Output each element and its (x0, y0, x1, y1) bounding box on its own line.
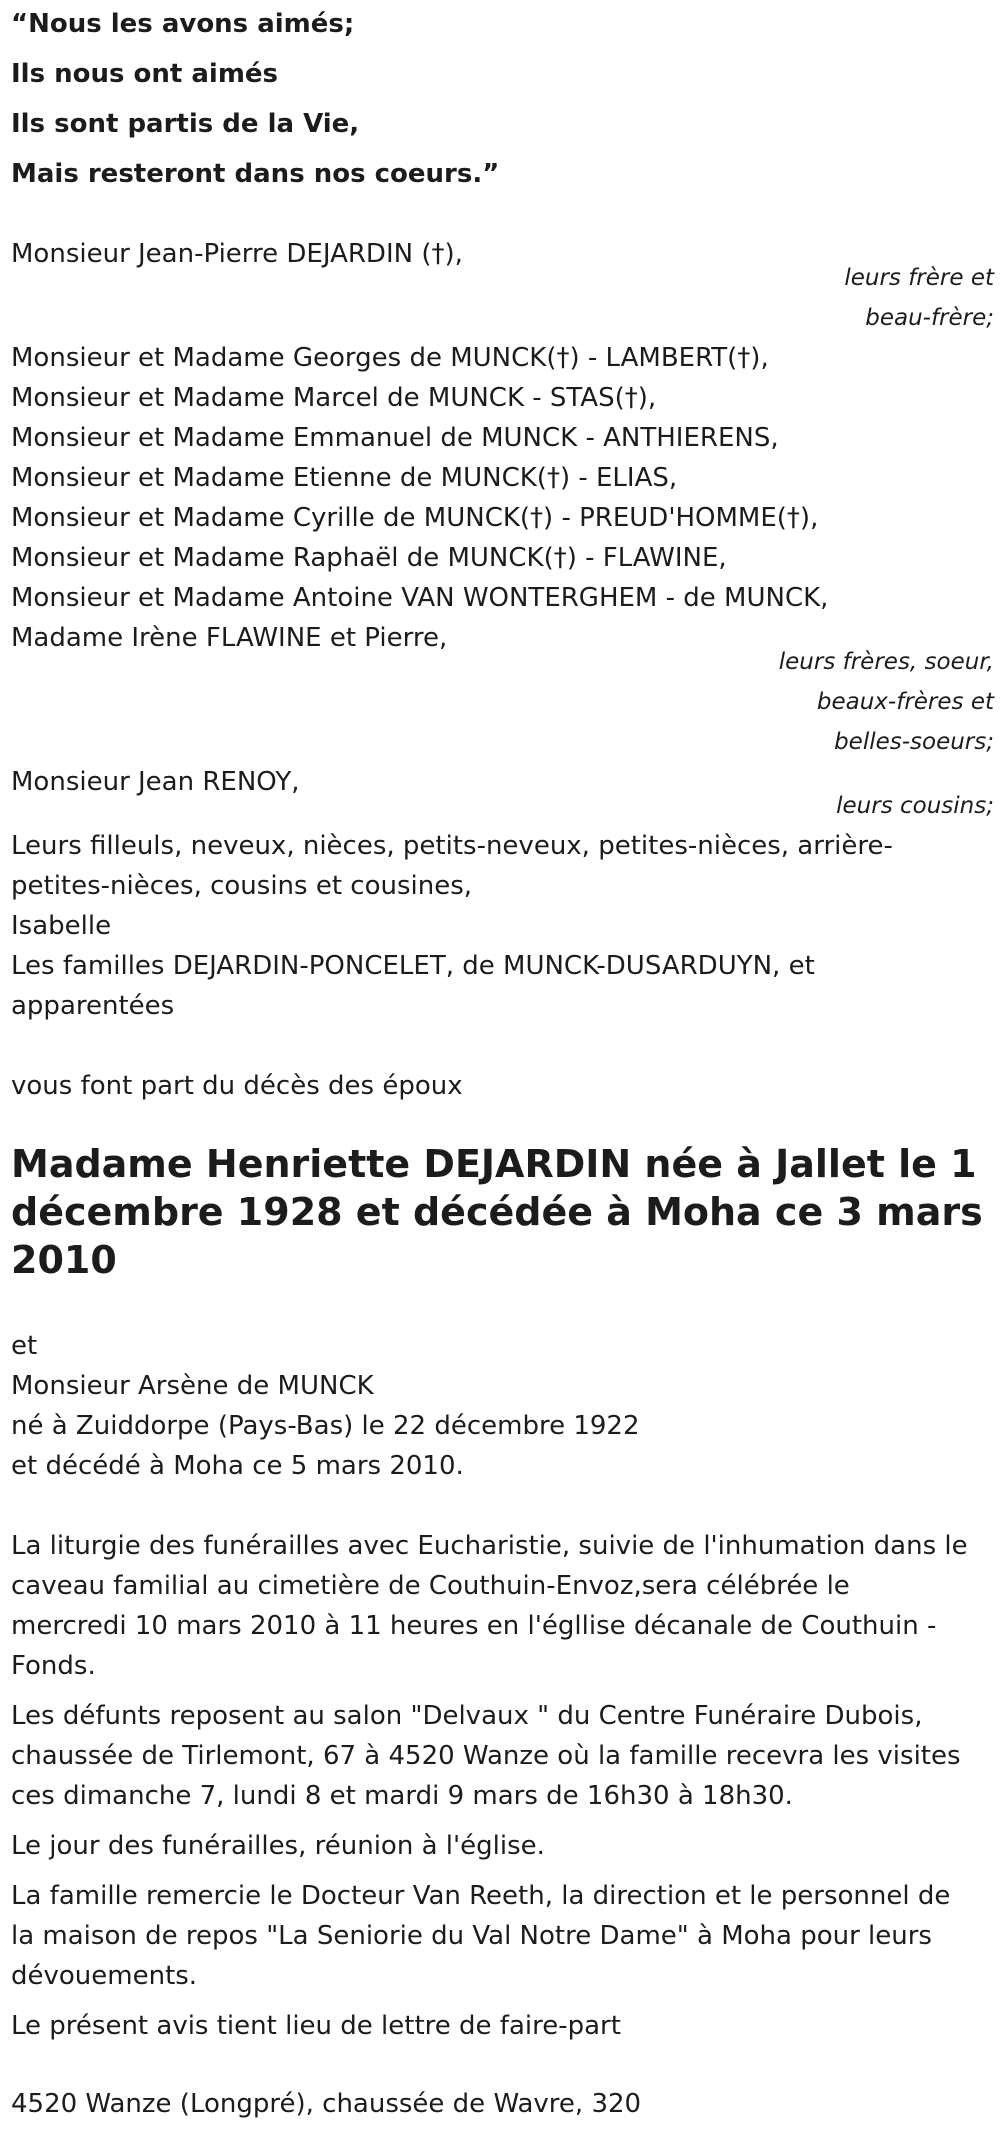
visits-line: ces dimanche 7, lundi 8 et mardi 9 mars de 16h30 à 18h30. (11, 1781, 793, 1811)
second-deceased-line: né à Zuiddorpe (Pays-Bas) le 22 décembre 1922 (11, 1411, 640, 1441)
relation-label: leurs frères, soeur, (778, 649, 994, 675)
poem-line: Mais resteront dans nos coeurs.” (11, 159, 500, 189)
day-of-line: Le jour des funérailles, réunion à l'église. (11, 1831, 545, 1861)
visits-line: chaussée de Tirlemont, 67 à 4520 Wanze où la famille recevra les visites (11, 1741, 961, 1771)
relation-label: leurs cousins; (836, 793, 994, 819)
deceased-heading-line: 2010 (11, 1238, 117, 1282)
funeral-line: Fonds. (11, 1651, 96, 1681)
family-line: apparentées (11, 991, 175, 1021)
second-deceased-line: et (11, 1331, 38, 1361)
poem-line: Ils nous ont aimés (11, 59, 279, 89)
address-line: 4520 Wanze (Longpré), chaussée de Wavre, 320 (11, 2089, 642, 2119)
family-line: Leurs filleuls, neveux, nièces, petits-neveux, petites-nièces, arrière- (11, 831, 893, 861)
mourner-name: Monsieur et Madame Cyrille de MUNCK(†) - PREUD'HOMME(†), (11, 503, 819, 533)
mourner-name: Monsieur et Madame Marcel de MUNCK - STAS(†), (11, 383, 657, 413)
relation-label: leurs frère et (844, 265, 994, 291)
funeral-line: caveau familial au cimetière de Couthuin-Envoz,sera célébrée le (11, 1571, 850, 1601)
mourner-name: Monsieur et Madame Antoine VAN WONTERGHEM - de MUNCK, (11, 583, 829, 613)
mourner-name: Monsieur Jean RENOY, (11, 767, 300, 797)
second-deceased-line: Monsieur Arsène de MUNCK (11, 1371, 374, 1401)
family-line: Les familles DEJARDIN-PONCELET, de MUNCK-DUSARDUYN, et (11, 951, 815, 981)
thanks-line: la maison de repos "La Seniorie du Val Notre Dame" à Moha pour leurs (11, 1921, 932, 1951)
deceased-heading-line: décembre 1928 et décédée à Moha ce 3 mars (11, 1190, 983, 1234)
mourner-name: Monsieur et Madame Raphaël de MUNCK(†) - FLAWINE, (11, 543, 727, 573)
relation-label: beaux-frères et (816, 689, 994, 715)
mourner-name: Monsieur et Madame Georges de MUNCK(†) - LAMBERT(†), (11, 343, 769, 373)
relation-label: beau-frère; (865, 305, 994, 331)
mourner-name: Monsieur Jean-Pierre DEJARDIN (†), (11, 239, 463, 269)
second-deceased-line: et décédé à Moha ce 5 mars 2010. (11, 1451, 464, 1481)
thanks-line: La famille remercie le Docteur Van Reeth, la direction et le personnel de (11, 1881, 951, 1911)
funeral-line: mercredi 10 mars 2010 à 11 heures en l'égllise décanale de Couthuin - (11, 1611, 937, 1641)
notice-line: Le présent avis tient lieu de lettre de faire-part (11, 2011, 621, 2041)
announcement: vous font part du décès des époux (11, 1071, 463, 1101)
family-line: Isabelle (11, 911, 112, 941)
family-line: petites-nièces, cousins et cousines, (11, 871, 473, 901)
visits-line: Les défunts reposent au salon "Delvaux " du Centre Funéraire Dubois, (11, 1701, 923, 1731)
deceased-heading-line: Madame Henriette DEJARDIN née à Jallet le 1 (11, 1142, 977, 1186)
thanks-line: dévouements. (11, 1961, 198, 1991)
poem-line: Ils sont partis de la Vie, (11, 109, 360, 139)
mourner-name: Monsieur et Madame Emmanuel de MUNCK - ANTHIERENS, (11, 423, 779, 453)
poem-line: “Nous les avons aimés; (11, 9, 355, 39)
mourner-name: Monsieur et Madame Etienne de MUNCK(†) - ELIAS, (11, 463, 678, 493)
funeral-line: La liturgie des funérailles avec Eucharistie, suivie de l'inhumation dans le (11, 1531, 968, 1561)
mourner-name: Madame Irène FLAWINE et Pierre, (11, 623, 448, 653)
relation-label: belles-soeurs; (834, 729, 994, 755)
